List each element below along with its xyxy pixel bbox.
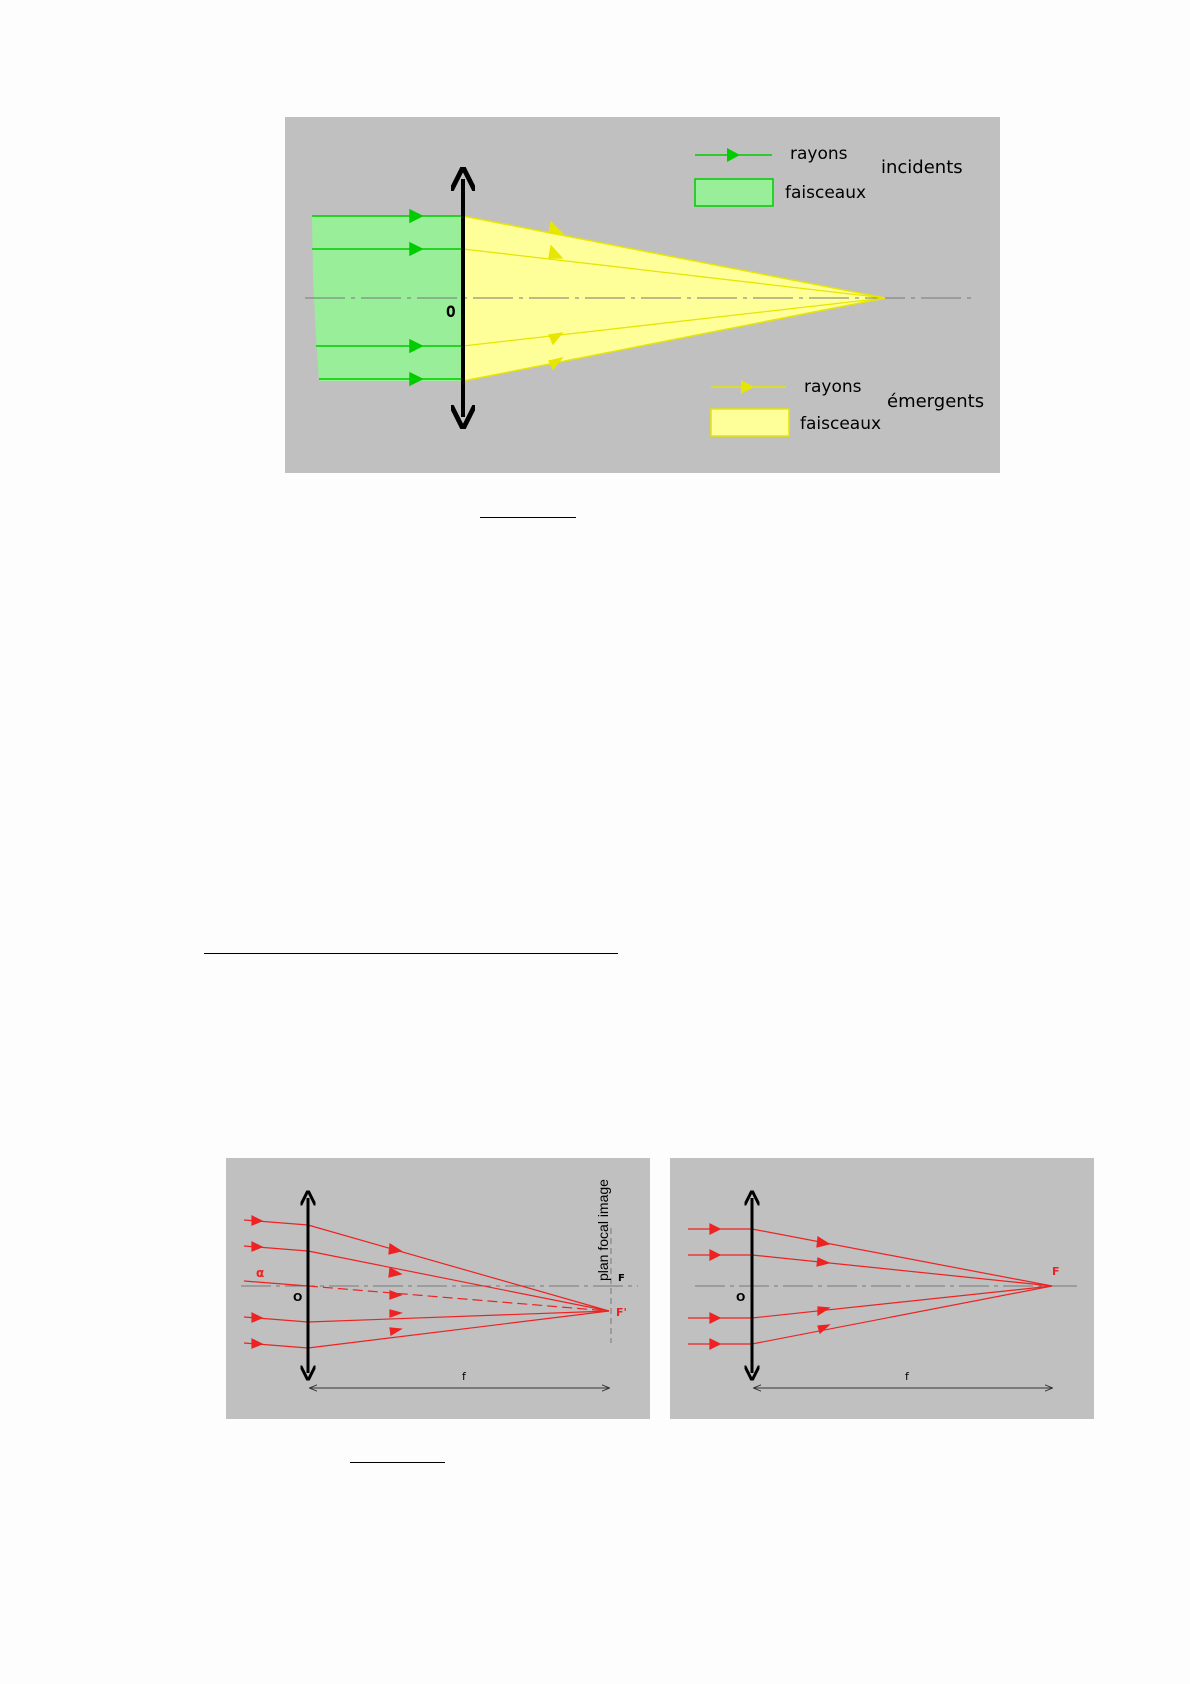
focus-label: F [1052, 1265, 1060, 1278]
legend-emergent-beams-label: faisceaux [800, 414, 882, 434]
legend-incident-rays-label: rayons [790, 144, 848, 164]
caption-underline [350, 1462, 445, 1463]
figure-bottom-left-drawing [226, 1158, 650, 1419]
caption-underline [480, 517, 576, 518]
legend-incident-beams-label: faisceaux [785, 183, 867, 203]
focus-label: F [618, 1273, 625, 1284]
figure-top-drawing [285, 117, 1000, 473]
optical-center-label: O [293, 1291, 303, 1304]
oblique-rays [244, 1216, 609, 1348]
legend-incident-beam-swatch [695, 179, 773, 206]
section-heading-underline [204, 953, 618, 954]
focal-length-label: f [905, 1370, 909, 1383]
oblique-beam-focal-plane-figure [226, 1158, 650, 1419]
legend-incident-group-label: incidents [881, 157, 963, 178]
optical-center-label: O [736, 1291, 746, 1304]
legend-emergent-group-label: émergents [887, 391, 985, 412]
optical-center-label: O [446, 302, 456, 321]
focal-plane-label: plan focal image [595, 1179, 611, 1281]
angle-alpha-label: α [256, 1266, 265, 1280]
figure-bottom-right-drawing [670, 1158, 1094, 1419]
legend-emergent-rays-label: rayons [804, 377, 862, 397]
converging-lens-beam-figure [285, 117, 1000, 473]
legend-emergent-beam-swatch [711, 409, 789, 436]
image-focus-label: F' [616, 1306, 627, 1319]
focal-length-label: f [462, 1370, 466, 1383]
parallel-beam-focus-figure [670, 1158, 1094, 1419]
